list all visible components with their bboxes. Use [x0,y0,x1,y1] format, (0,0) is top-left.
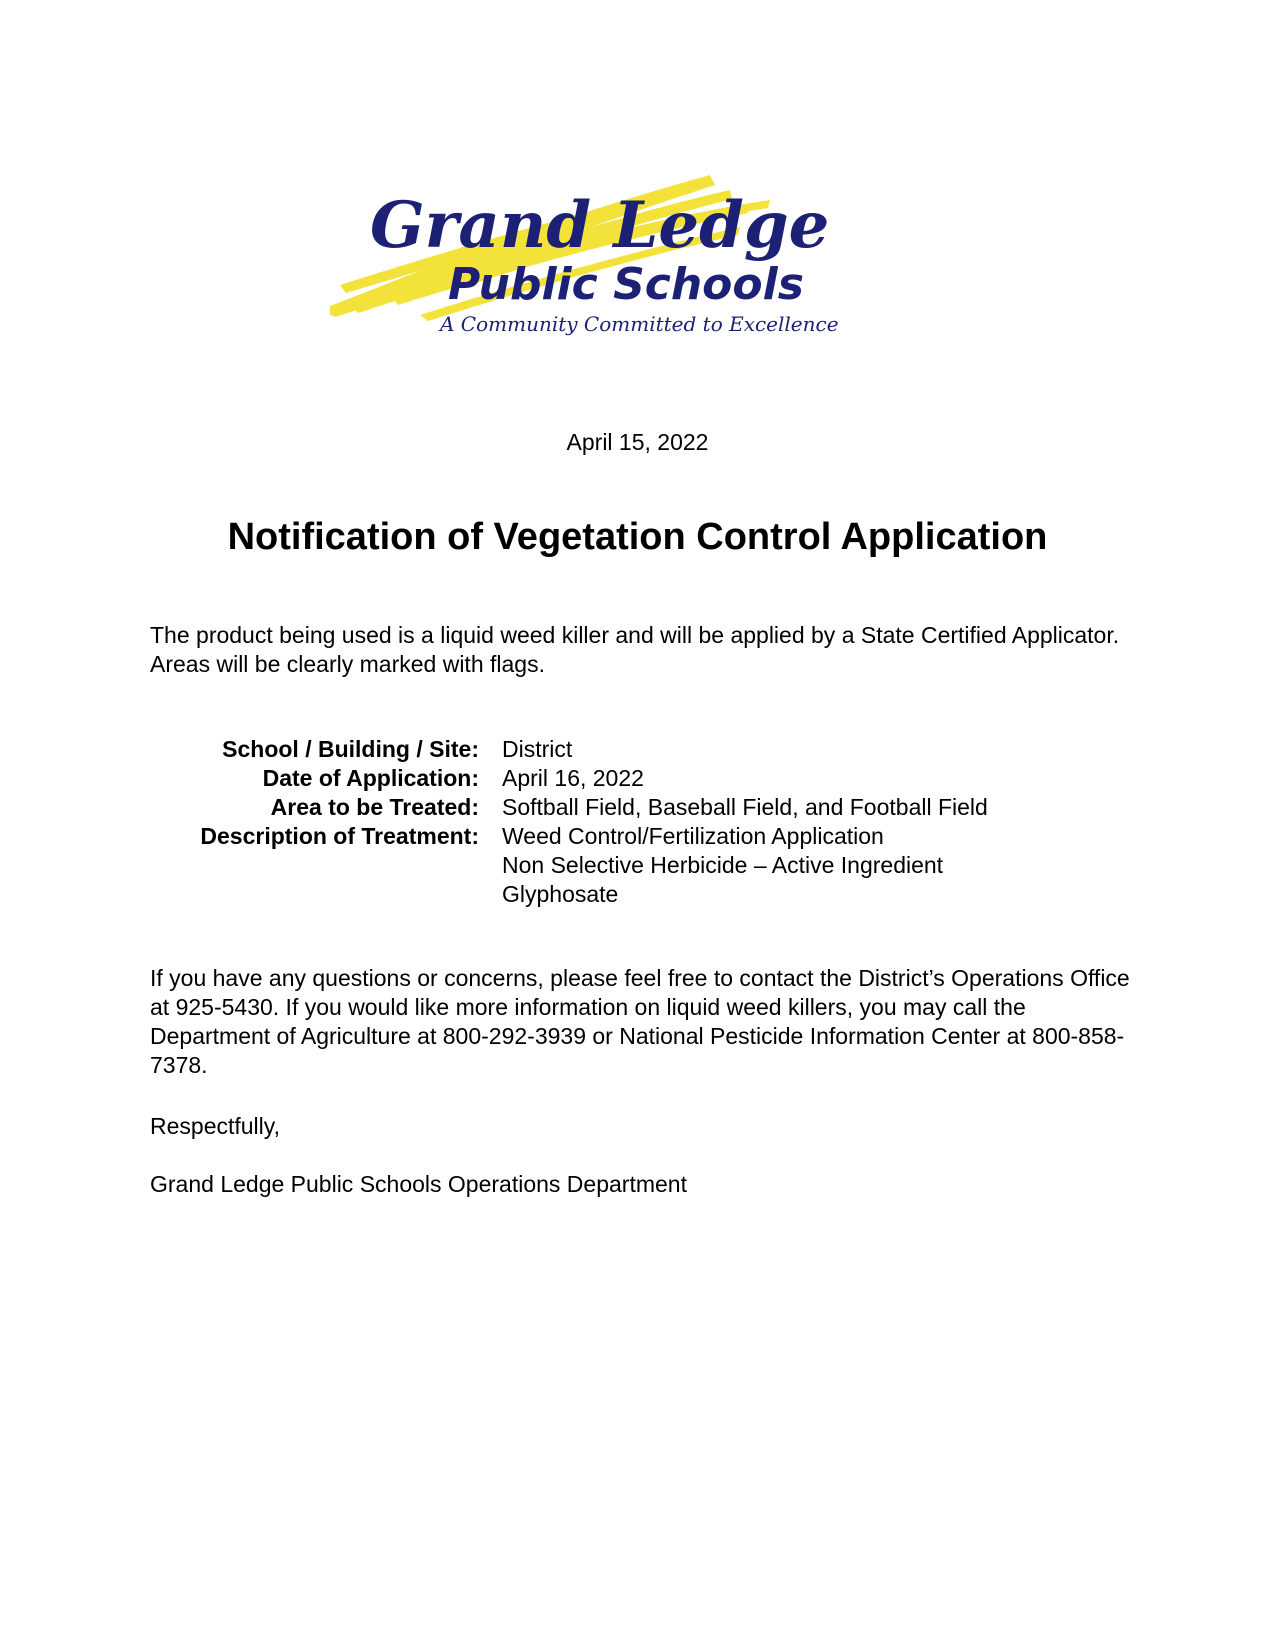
signature-line: Grand Ledge Public Schools Operations Department [150,1171,687,1197]
detail-row-area [150,793,1150,822]
detail-value: Weed Control/Fertilization Application [502,823,884,849]
logo-line1: Grand Ledge [370,188,830,263]
detail-row-description [150,822,1150,851]
contact-paragraph: If you have any questions or concerns, please feel free to contact the District’s Operations Office at 925-5430. If you would like more information on liquid weed killers, you may call the Department of Agriculture at 800-292-3939 or National Pesticide Information Center at 800-858-7378. [150,965,1130,1078]
detail-label: Date of Application: [262,765,479,791]
detail-label: School / Building / Site: [222,736,479,762]
logo-wordmark [370,188,839,336]
intro-paragraph: The product being used is a liquid weed killer and will be applied by a State Certified Applicator. Areas will be clearly marked with flags. [150,622,1120,677]
logo-tagline: A Community Committed to Excellence [440,312,839,336]
closing-line: Respectfully, [150,1113,280,1139]
treatment-details [150,735,1150,909]
logo-graphic [330,155,950,355]
logo-line2: Public Schools [448,259,804,310]
document-title: Notification of Vegetation Control Application [227,516,1048,558]
detail-value: April 16, 2022 [502,765,644,791]
detail-label: Description of Treatment: [200,823,479,849]
detail-label: Area to be Treated: [270,794,479,820]
detail-row-site [150,735,1150,764]
district-logo [330,155,950,355]
detail-value: Softball Field, Baseball Field, and Football Field [502,794,988,820]
detail-value: District [502,736,573,762]
detail-value: Non Selective Herbicide – Active Ingredient Glyphosate [502,852,944,907]
letter-date: April 15, 2022 [566,429,709,455]
detail-label [150,851,479,909]
detail-row-date [150,764,1150,793]
detail-row-description-cont [150,851,1150,909]
